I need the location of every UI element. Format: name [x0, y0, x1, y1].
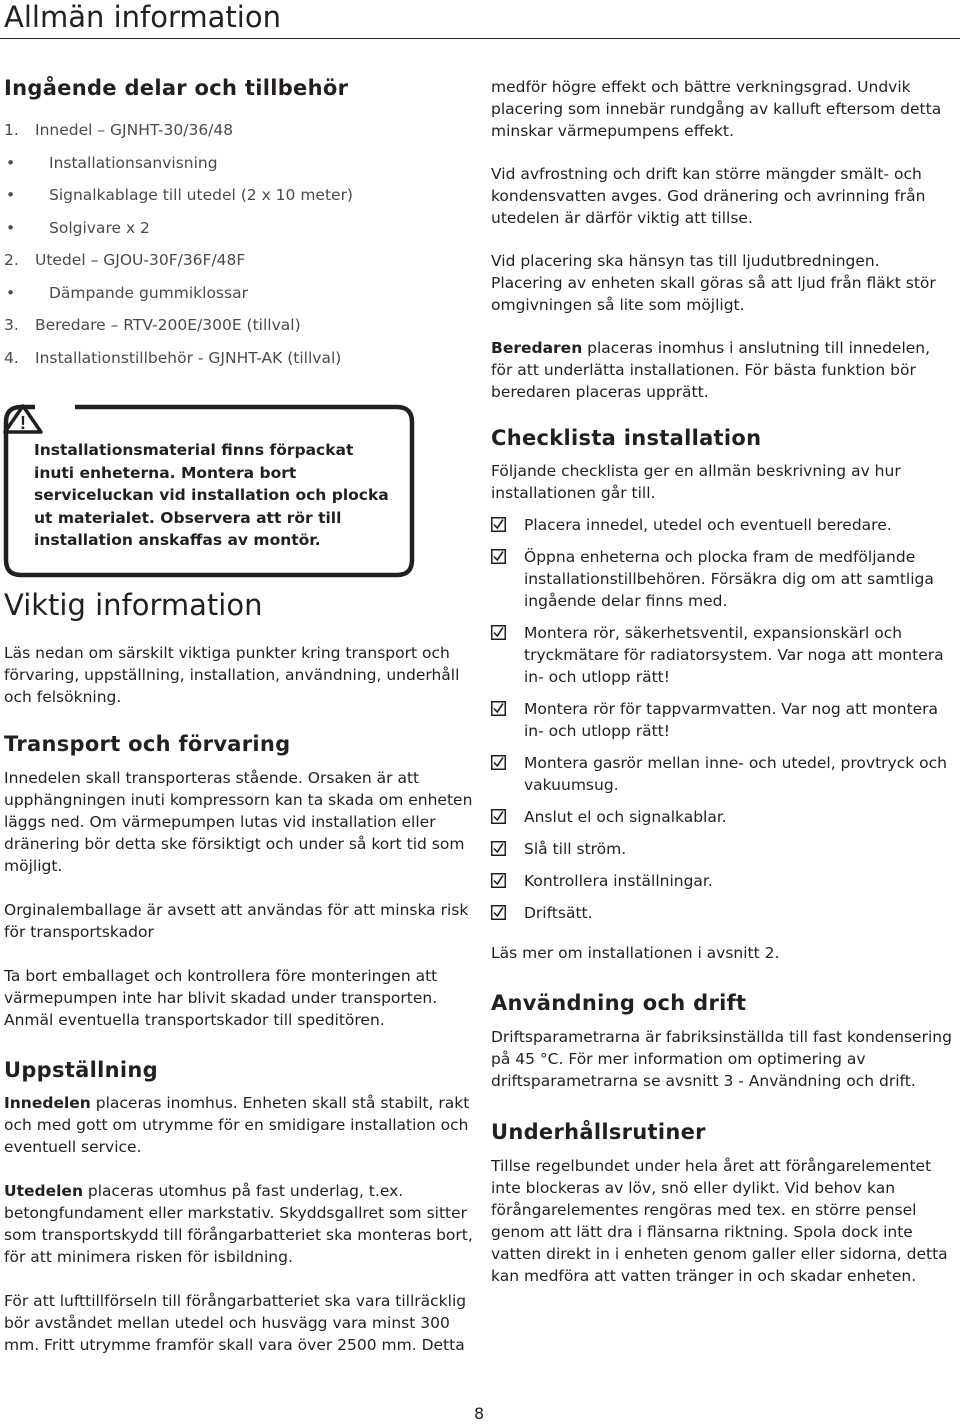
utedelen-paragraph — [4, 1180, 476, 1268]
checklist-item — [491, 514, 953, 536]
checked-box-icon — [491, 905, 506, 920]
parts-list-item — [4, 151, 474, 184]
cont-p1: medför högre effekt och bättre verkningsgrad. Undvik placering som innebär rundgång av kalluft eftersom detta minskar värmepumpens effekt. — [491, 78, 942, 140]
checked-box-icon — [491, 701, 506, 716]
innedelen-bold: Innedelen — [4, 1094, 91, 1112]
utedelen-bold: Utedelen — [4, 1182, 83, 1200]
checklist — [491, 514, 953, 924]
checked-box-icon — [491, 517, 506, 532]
warning-triangle-icon — [3, 404, 43, 434]
checklista-heading: Checklista installation — [491, 426, 762, 450]
checked-box-icon — [491, 549, 506, 564]
checklist-text: Driftsätt. — [524, 904, 593, 922]
checked-box-icon — [491, 755, 506, 770]
checklist-item — [491, 752, 953, 796]
checked-box-icon — [491, 873, 506, 888]
bullet-marker: • — [6, 218, 16, 237]
innedelen-paragraph — [4, 1092, 476, 1158]
parts-list-item — [4, 346, 474, 379]
innedelen-text: placeras inomhus. Enheten skall stå stabilt, rakt och med gott om utrymme för en smidigare installation och eventuell service. — [4, 1094, 470, 1156]
parts-list-text: Beredare – RTV-200E/300E (tillval) — [35, 316, 301, 334]
transport-p1: Innedelen skall transporteras stående. Orsaken är att upphängningen inuti kompressorn kan ta skada om enheten läggs ned. Om värmepumpen lutas vid installation eller dränering bör detta ske försiktigt och under så kort tid som möjligt. — [4, 769, 473, 875]
anvandning-text: Driftsparametrarna är fabriksinställda till fast kondensering på 45 °C. För mer information om optimering av driftsparametrarna se avsnitt 3 - Användning och drift. — [491, 1028, 952, 1090]
cont-p3: Vid placering ska hänsyn tas till ljudutbredningen. Placering av enheten skall göras så att ljud från fläkt stör omgivningen så lite som möjligt. — [491, 252, 936, 314]
parts-list-item — [4, 248, 474, 281]
viktig-text: Läs nedan om särskilt viktiga punkter kring transport och förvaring, uppställning, installation, användning, underhåll och felsökning. — [4, 644, 460, 706]
page-title: Allmän information — [4, 0, 281, 34]
svg-text:!: ! — [20, 413, 26, 433]
checklist-item — [491, 698, 953, 742]
transport-p3: Ta bort emballaget och kontrollera före monteringen att värmepumpen inte har blivit skadad under transporten. Anmäl eventuella transportskador till speditören. — [4, 967, 438, 1029]
checklist-text: Öppna enheterna och plocka fram de medföljande installationstillbehören. Försäkra dig om att samtliga ingående delar finns med. — [524, 548, 934, 610]
parts-list — [4, 118, 474, 378]
parts-list-text: Solgivare x 2 — [49, 218, 150, 237]
checklist-text: Montera rör för tappvarmvatten. Var nog att montera in- och utlopp rätt! — [524, 700, 939, 740]
parts-list-text: Installationsanvisning — [49, 153, 218, 172]
bullet-marker: • — [6, 153, 16, 172]
list-number: 4. — [4, 348, 19, 367]
bullet-marker: • — [6, 283, 16, 302]
uppstallning-heading: Uppställning — [4, 1058, 158, 1082]
beredaren-paragraph — [491, 337, 953, 403]
las-mer: Läs mer om installationen i avsnitt 2. — [491, 944, 780, 962]
viktig-heading: Viktig information — [4, 588, 263, 622]
checklista-intro: Följande checklista ger en allmän beskrivning av hur installationen går till. — [491, 462, 901, 502]
parts-list-item — [4, 281, 474, 314]
checklist-item — [491, 838, 953, 860]
parts-list-text: Dämpande gummiklossar — [49, 283, 248, 302]
parts-list-item — [4, 183, 474, 216]
checklist-item — [491, 902, 953, 924]
left-lower — [4, 588, 476, 1356]
title-rule — [0, 38, 960, 39]
checked-box-icon — [491, 841, 506, 856]
underhall-heading: Underhållsrutiner — [491, 1120, 706, 1144]
beredaren-bold: Beredaren — [491, 339, 583, 357]
right-column — [491, 76, 953, 1287]
checklist-item — [491, 622, 953, 688]
checklist-item — [491, 806, 953, 828]
warning-text: Installationsmaterial finns förpackat inuti enheterna. Montera bort serviceluckan vid installation och plocka ut materialet. Observera att rör till installation anskaffas av montör. — [34, 441, 389, 549]
list-number: 2. — [4, 251, 19, 269]
checklist-text: Anslut el och signalkablar. — [524, 808, 727, 826]
page-number: 8 — [474, 1404, 485, 1423]
beredaren-text: placeras inomhus i anslutning till innedelen, för att underlätta installationen. För bästa funktion bör beredaren placeras upprätt. — [491, 339, 931, 401]
checklist-text: Slå till ström. — [524, 840, 627, 858]
checked-box-icon — [491, 625, 506, 640]
checklist-text: Placera innedel, utedel och eventuell beredare. — [524, 516, 892, 534]
parts-list-item — [4, 313, 474, 346]
parts-list-item — [4, 118, 474, 151]
anvandning-heading: Användning och drift — [491, 991, 747, 1015]
parts-list-text: Installationstillbehör - GJNHT-AK (tillval) — [35, 348, 342, 367]
checklist-text: Montera rör, säkerhetsventil, expansionskärl och tryckmätare för radiatorsystem. Var noga att montera in- och utlopp rätt! — [524, 624, 944, 686]
parts-list-item — [4, 216, 474, 249]
checklist-item — [491, 546, 953, 612]
list-number: 1. — [4, 121, 19, 139]
parts-list-text: Utedel – GJOU-30F/36F/48F — [35, 251, 246, 269]
parts-heading: Ingående delar och tillbehör — [4, 76, 349, 100]
transport-heading: Transport och förvaring — [4, 732, 291, 756]
utedelen-text: placeras utomhus på fast underlag, t.ex. betongfundament eller markstativ. Skyddsgallret som sitter som transportskydd till förångarbatteriet ska monteras bort, för att minimera risken för isbildning. — [4, 1182, 473, 1266]
bullet-marker: • — [6, 186, 16, 204]
checklist-text: Montera gasrör mellan inne- och utedel, provtryck och vakuumsug. — [524, 754, 947, 794]
parts-list-text: Innedel – GJNHT-30/36/48 — [35, 121, 234, 139]
parts-list-text: Signalkablage till utedel (2 x 10 meter) — [49, 186, 353, 204]
checklist-item — [491, 870, 953, 892]
luft-paragraph: För att lufttillförseln till förångarbatteriet ska vara tillräcklig bör avståndet mellan utedel och husvägg vara minst 300 mm. Fritt utrymme framför skall vara över 2500 mm. Detta — [4, 1292, 467, 1354]
warning-box — [3, 404, 413, 576]
transport-p2: Orginalemballage är avsett att användas för att minska risk för transportskador — [4, 901, 469, 941]
left-column — [4, 72, 474, 378]
list-number: 3. — [4, 316, 19, 334]
cont-p2: Vid avfrostning och drift kan större mängder smält- och kondensvatten avges. God dränering och avrinning från utedelen är därför viktig att tillse. — [491, 165, 926, 227]
checked-box-icon — [491, 809, 506, 824]
checklist-text: Kontrollera inställningar. — [524, 872, 713, 890]
underhall-text: Tillse regelbundet under hela året att förångarelementet inte blockeras av löv, snö eller dylikt. Vid behov kan förångarelementes rengöras med tex. en större pensel genom att lätt dra i flänsarna riktning. Spola dock inte vatten direkt in i enheten genom galler eller sidorna, detta kan medföra att vatten tränger in och skadar enheten. — [491, 1157, 948, 1285]
